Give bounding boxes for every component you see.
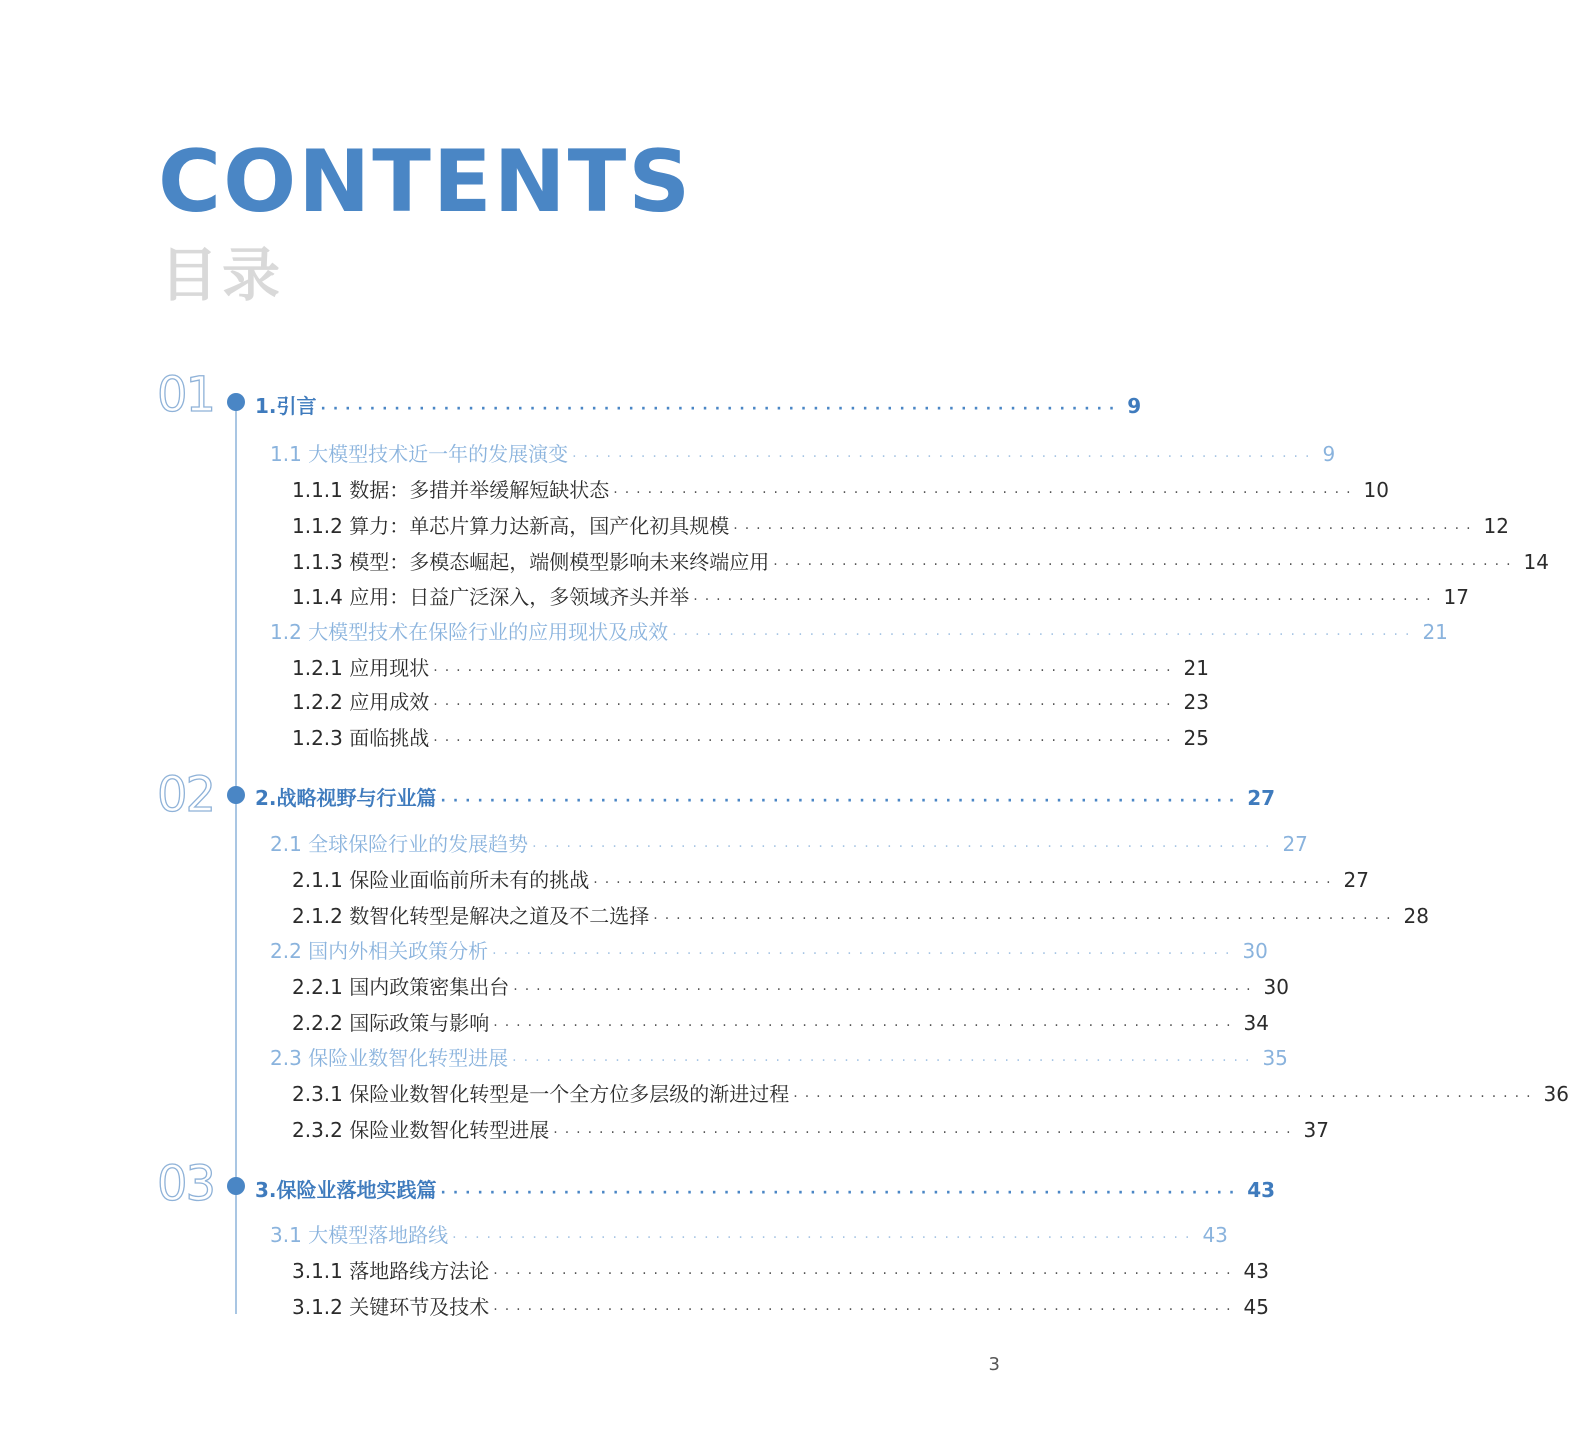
toc-item-2-1-2[interactable]	[292, 900, 1429, 929]
toc-label: 1.1.3 模型：多模态崛起，端侧模型影响未来终端应用	[292, 550, 770, 574]
toc-label: 1.1.1 数据：多措并举缓解短缺状态	[292, 478, 610, 502]
toc-page: 37	[1303, 1118, 1329, 1142]
dot-leader: ·································································	[452, 1230, 1197, 1246]
toc-label: 3.保险业落地实践篇	[255, 1178, 437, 1202]
toc-section-1-1[interactable]	[270, 438, 1336, 467]
toc-page: 27	[1247, 786, 1276, 810]
toc-label: 2.2.1 国内政策密集出台	[292, 975, 510, 999]
toc-section-2-3[interactable]	[270, 1042, 1288, 1071]
toc-item-2-3-2[interactable]	[292, 1114, 1329, 1143]
toc-item-3-1-2[interactable]	[292, 1291, 1269, 1320]
toc-page: 43	[1202, 1223, 1228, 1247]
dot-leader: ·································································	[572, 449, 1317, 465]
toc-page: 12	[1483, 514, 1509, 538]
toc-item-1-1-4[interactable]	[292, 581, 1469, 610]
toc-item-2-1-1[interactable]	[292, 864, 1369, 893]
page-number: 3	[988, 1354, 1000, 1375]
dot-leader: ·································································	[493, 1018, 1238, 1034]
dot-leader: ·································································	[433, 697, 1178, 713]
dot-leader: ·································································	[773, 557, 1518, 573]
toc-item-2-2-2[interactable]	[292, 1007, 1269, 1036]
toc-item-1-1-3[interactable]	[292, 546, 1549, 575]
toc-label: 2.3.2 保险业数智化转型进展	[292, 1118, 550, 1142]
dot-leader: ·································································	[440, 793, 1242, 809]
dot-leader: ·································································	[492, 946, 1237, 962]
dot-leader: ·································································	[512, 1053, 1257, 1069]
toc-chapter-3[interactable]	[255, 1174, 1276, 1203]
toc-page: 34	[1243, 1011, 1269, 1035]
contents-title: CONTENTS	[158, 132, 693, 232]
toc-item-1-1-2[interactable]	[292, 510, 1509, 539]
dot-leader: ·································································	[593, 875, 1338, 891]
toc-item-1-2-2[interactable]	[292, 686, 1209, 715]
toc-label: 1.1 大模型技术近一年的发展演变	[270, 442, 569, 466]
toc-label: 1.2.1 应用现状	[292, 656, 430, 680]
toc-item-2-3-1[interactable]	[292, 1078, 1569, 1107]
toc-label: 1.1.4 应用：日益广泛深入，多领域齐头并举	[292, 585, 690, 609]
toc-page: 9	[1322, 442, 1336, 466]
toc-page: 23	[1183, 690, 1209, 714]
toc-page: 17	[1443, 585, 1469, 609]
toc-chapter-2[interactable]	[255, 782, 1276, 811]
toc-section-1-2[interactable]	[270, 616, 1448, 645]
toc-page: 27	[1343, 868, 1369, 892]
toc-item-3-1-1[interactable]	[292, 1255, 1269, 1284]
chapter-dot-01	[227, 393, 245, 411]
toc-label: 2.1.1 保险业面临前所未有的挑战	[292, 868, 590, 892]
chapter-dot-03	[227, 1177, 245, 1195]
toc-label: 2.1 全球保险行业的发展趋势	[270, 832, 529, 856]
chapter-number-03: 03	[157, 1156, 215, 1212]
toc-page: 10	[1363, 478, 1389, 502]
dot-leader: ·································································	[613, 485, 1358, 501]
toc-label: 3.1 大模型落地路线	[270, 1223, 449, 1247]
chapter-dot-02	[227, 786, 245, 804]
toc-page: 14	[1523, 550, 1549, 574]
toc-section-2-2[interactable]	[270, 935, 1268, 964]
toc-chapter-1[interactable]	[255, 390, 1142, 419]
toc-page: 43	[1243, 1259, 1269, 1283]
toc-section-3-1[interactable]	[270, 1219, 1228, 1248]
toc-label: 2.3.1 保险业数智化转型是一个全方位多层级的渐进过程	[292, 1082, 790, 1106]
dot-leader: ·································································	[672, 627, 1417, 643]
toc-page: 9	[1127, 394, 1142, 418]
toc-label: 1.2.3 面临挑战	[292, 726, 430, 750]
toc-label: 3.1.2 关键环节及技术	[292, 1295, 490, 1319]
toc-label: 1.2 大模型技术在保险行业的应用现状及成效	[270, 620, 669, 644]
toc-page: 30	[1263, 975, 1289, 999]
toc-label: 1.1.2 算力：单芯片算力达新高，国产化初具规模	[292, 514, 730, 538]
toc-label: 2.2 国内外相关政策分析	[270, 939, 489, 963]
toc-page: 30	[1242, 939, 1268, 963]
toc-item-1-1-1[interactable]	[292, 474, 1389, 503]
toc-item-2-2-1[interactable]	[292, 971, 1289, 1000]
toc-item-1-2-3[interactable]	[292, 722, 1209, 751]
toc-page: 21	[1183, 656, 1209, 680]
dot-leader: ·································································	[433, 663, 1178, 679]
dot-leader: ·································································	[793, 1089, 1538, 1105]
toc-page: 36	[1543, 1082, 1569, 1106]
toc-page: 28	[1403, 904, 1429, 928]
dot-leader: ·································································	[553, 1125, 1298, 1141]
toc-label: 1.引言	[255, 394, 317, 418]
toc-page: 21	[1422, 620, 1448, 644]
toc-section-2-1[interactable]	[270, 828, 1308, 857]
dot-leader: ·································································	[733, 521, 1478, 537]
chapter-number-01: 01	[157, 367, 215, 423]
toc-item-1-2-1[interactable]	[292, 652, 1209, 681]
toc-page: 45	[1243, 1295, 1269, 1319]
dot-leader: ·································································	[493, 1302, 1238, 1318]
dot-leader: ·································································	[693, 592, 1438, 608]
dot-leader: ·································································	[433, 733, 1178, 749]
dot-leader: ·································································	[653, 911, 1398, 927]
dot-leader: ·································································	[440, 1185, 1242, 1201]
toc-label: 2.1.2 数智化转型是解决之道及不二选择	[292, 904, 650, 928]
toc-label: 2.战略视野与行业篇	[255, 786, 437, 810]
chapter-number-02: 02	[157, 767, 215, 823]
toc-label: 3.1.1 落地路线方法论	[292, 1259, 490, 1283]
toc-label: 2.3 保险业数智化转型进展	[270, 1046, 509, 1070]
dot-leader: ·································································	[532, 839, 1277, 855]
toc-label: 1.2.2 应用成效	[292, 690, 430, 714]
dot-leader: ·································································	[493, 1266, 1238, 1282]
toc-page: 25	[1183, 726, 1209, 750]
dot-leader: ·································································	[320, 401, 1122, 417]
toc-label: 2.2.2 国际政策与影响	[292, 1011, 490, 1035]
toc-page: 35	[1262, 1046, 1288, 1070]
dot-leader: ·································································	[513, 982, 1258, 998]
toc-page: 27	[1282, 832, 1308, 856]
contents-title-chinese: 目录	[160, 241, 285, 309]
toc-page: 43	[1247, 1178, 1276, 1202]
